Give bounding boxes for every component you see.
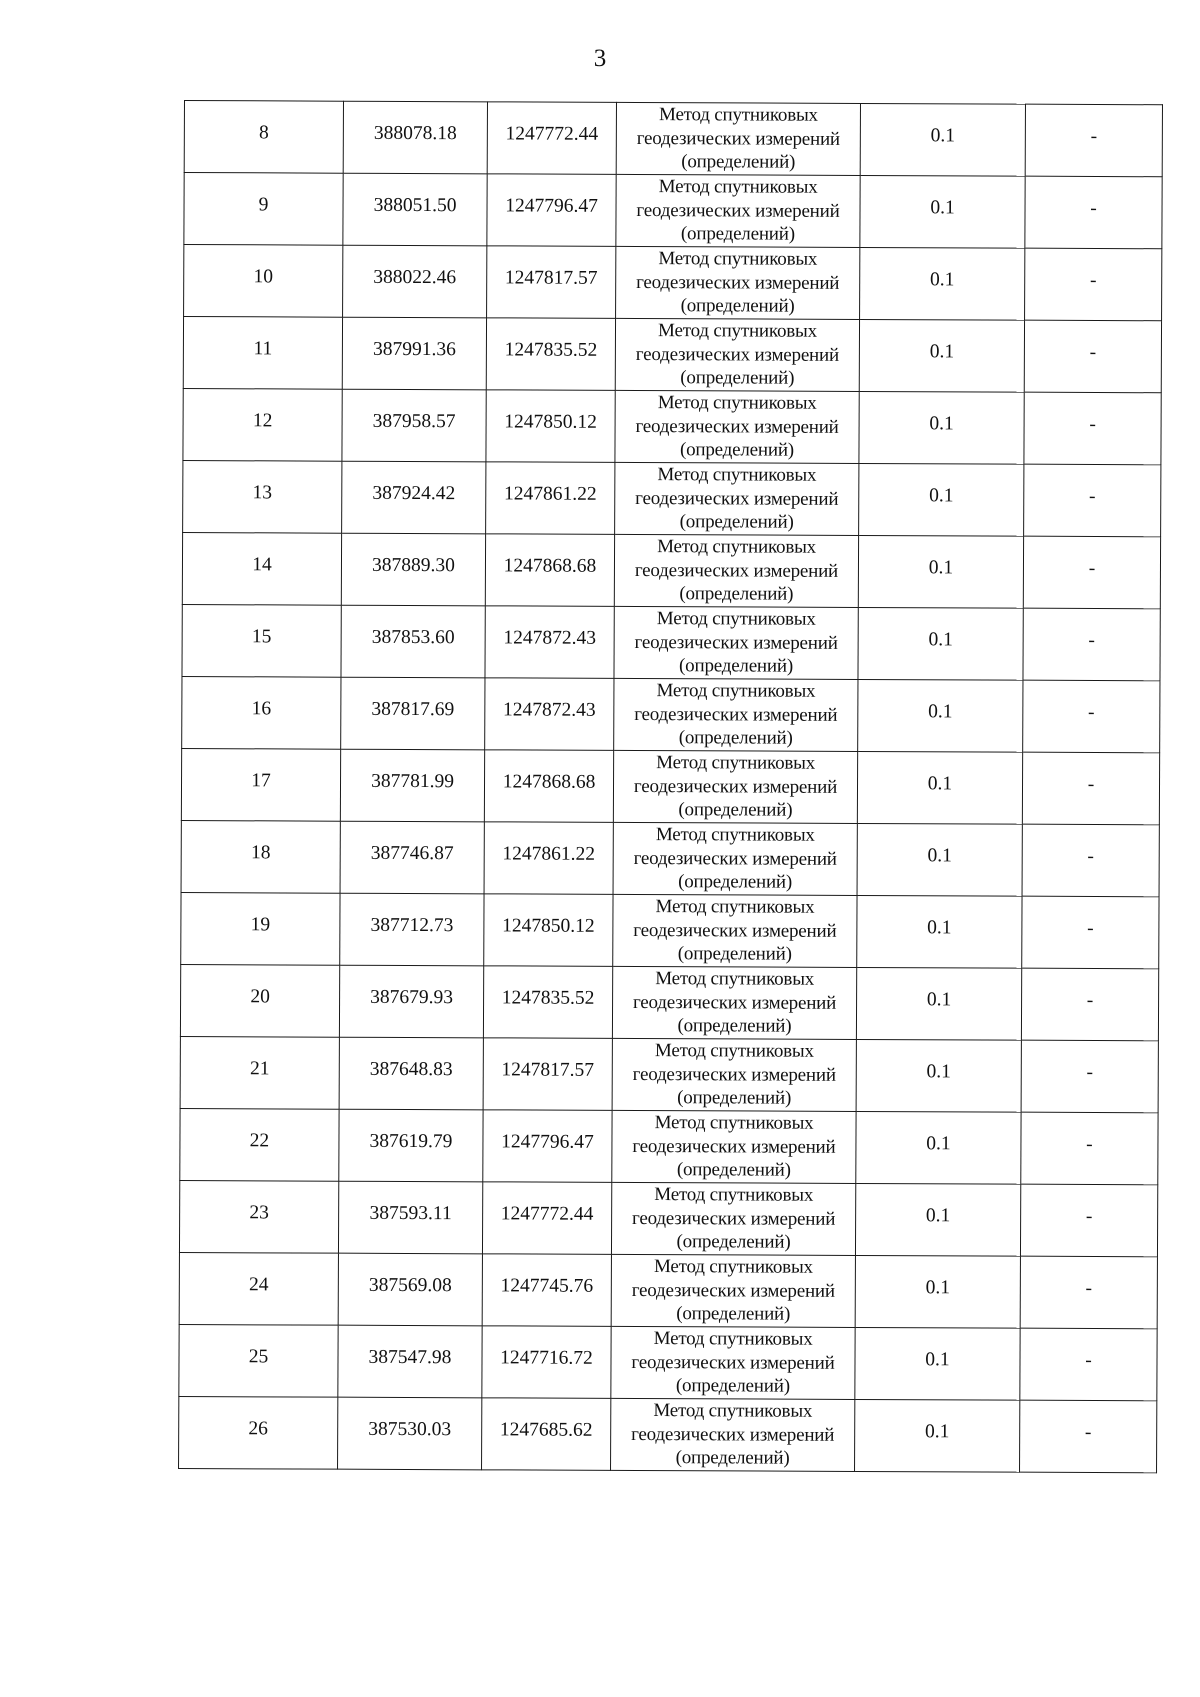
note-cell <box>1024 392 1161 465</box>
table-row <box>179 1396 1157 1472</box>
table-row <box>181 820 1159 896</box>
table-row <box>179 1180 1157 1256</box>
method-line: геодезических измерений <box>631 1351 835 1374</box>
method-line: Метод спутниковых <box>657 392 817 415</box>
y-coordinate-cell <box>485 534 614 607</box>
x-coordinate-cell <box>339 965 483 1038</box>
y-coordinate-cell <box>485 678 614 751</box>
method-cell <box>612 1110 856 1183</box>
table-body <box>179 101 1163 1473</box>
y-coordinate-cell <box>487 102 616 175</box>
table-row <box>184 245 1162 321</box>
method-cell <box>612 966 856 1039</box>
accuracy-cell-text: 0.1 <box>927 772 953 794</box>
method-line: (определений) <box>677 943 792 965</box>
note-cell-text: - <box>1087 773 1095 795</box>
x-coordinate-cell <box>338 1253 482 1326</box>
x-coordinate-cell <box>343 101 487 174</box>
point-number-cell <box>182 604 341 677</box>
table-row <box>183 460 1161 536</box>
point-number-cell <box>183 460 342 533</box>
accuracy-cell <box>856 967 1021 1040</box>
x-coordinate-cell <box>339 1109 483 1182</box>
y-coordinate-cell <box>483 1038 612 1111</box>
method-line: Метод спутниковых <box>658 104 818 127</box>
accuracy-cell <box>860 247 1025 320</box>
accuracy-cell <box>860 175 1025 248</box>
note-cell-text: - <box>1086 1133 1093 1155</box>
point-number-cell <box>183 317 342 390</box>
point-number-cell-text: 17 <box>251 769 271 791</box>
point-number-cell-text: 16 <box>251 697 272 719</box>
x-coordinate-cell <box>339 1037 483 1110</box>
accuracy-cell <box>855 1399 1020 1472</box>
method-line: (определений) <box>679 583 794 605</box>
y-coordinate-cell <box>485 606 614 679</box>
y-coordinate-cell <box>484 822 613 895</box>
method-line: (определений) <box>675 1375 790 1397</box>
method-cell <box>616 246 860 319</box>
x-coordinate-cell <box>342 461 486 534</box>
accuracy-cell <box>857 895 1022 968</box>
point-number-cell-text: 25 <box>248 1345 269 1367</box>
x-coordinate-cell-text: 387679.93 <box>370 986 454 1008</box>
accuracy-cell-text: 0.1 <box>925 1348 950 1370</box>
note-cell <box>1021 968 1158 1041</box>
note-cell-text: - <box>1089 269 1097 291</box>
method-cell <box>614 534 858 607</box>
y-coordinate-cell <box>482 1254 611 1327</box>
method-line: Метод спутниковых <box>655 896 815 919</box>
method-line: геодезических измерений <box>632 991 837 1014</box>
point-number-cell <box>180 1036 339 1109</box>
accuracy-cell <box>858 535 1023 608</box>
x-coordinate-cell-text: 388022.46 <box>373 266 457 288</box>
x-coordinate-cell-text: 387817.69 <box>371 698 455 720</box>
y-coordinate-cell-text: 1247745.76 <box>500 1274 594 1297</box>
y-coordinate-cell-text: 1247716.72 <box>500 1346 593 1369</box>
y-coordinate-cell <box>483 966 612 1039</box>
note-cell <box>1022 896 1159 969</box>
x-coordinate-cell-text: 387547.98 <box>368 1346 452 1368</box>
point-number-cell-text: 21 <box>249 1057 270 1079</box>
y-coordinate-cell <box>486 318 615 391</box>
x-coordinate-cell <box>340 749 484 822</box>
table-row <box>180 964 1158 1040</box>
x-coordinate-cell <box>338 1181 482 1254</box>
y-coordinate-cell <box>483 1110 612 1183</box>
x-coordinate-cell-text: 388051.50 <box>373 194 457 216</box>
method-line: геодезических измерений <box>636 271 840 294</box>
accuracy-cell <box>859 391 1024 464</box>
accuracy-cell <box>855 1183 1020 1256</box>
point-number-cell <box>181 892 340 965</box>
y-coordinate-cell <box>486 390 615 463</box>
method-cell <box>615 462 859 535</box>
method-line: (определений) <box>675 1447 790 1469</box>
method-cell <box>611 1326 855 1399</box>
method-line: Метод спутниковых <box>655 968 815 991</box>
method-line: (определений) <box>679 511 794 533</box>
note-cell-text: - <box>1084 1421 1092 1443</box>
note-cell <box>1020 1256 1157 1329</box>
method-line: геодезических измерений <box>634 631 838 654</box>
point-number-cell-text: 10 <box>253 265 274 287</box>
accuracy-cell <box>855 1327 1020 1400</box>
note-cell <box>1024 464 1161 537</box>
method-line: (определений) <box>680 367 795 389</box>
accuracy-cell <box>856 1111 1021 1184</box>
point-number-cell <box>184 173 343 246</box>
method-line: Метод спутниковых <box>654 1112 814 1135</box>
note-cell <box>1024 320 1161 393</box>
y-coordinate-cell-text: 1247850.12 <box>504 410 597 433</box>
table-row <box>179 1324 1157 1400</box>
x-coordinate-cell-text: 387593.11 <box>369 1202 452 1224</box>
y-coordinate-cell-text: 1247685.62 <box>499 1418 593 1441</box>
note-cell-text: - <box>1086 989 1094 1011</box>
point-number-cell <box>180 1108 339 1181</box>
note-cell <box>1021 1040 1158 1113</box>
point-number-cell <box>181 820 340 893</box>
method-line: (определений) <box>677 1015 792 1037</box>
method-line: (определений) <box>679 439 794 461</box>
accuracy-cell-text: 0.1 <box>925 1276 951 1298</box>
method-line: (определений) <box>678 727 793 749</box>
y-coordinate-cell-text: 1247868.68 <box>502 770 596 793</box>
method-line: (определений) <box>676 1159 791 1181</box>
accuracy-cell <box>858 679 1023 752</box>
method-line: геодезических измерений <box>634 559 839 582</box>
y-coordinate-cell <box>482 1182 611 1255</box>
coordinates-table <box>178 100 1163 1473</box>
accuracy-cell <box>857 823 1022 896</box>
point-number-cell-text: 24 <box>249 1273 269 1295</box>
note-cell-text: - <box>1086 1061 1094 1083</box>
x-coordinate-cell-text: 387991.36 <box>372 338 456 360</box>
x-coordinate-cell <box>341 605 485 678</box>
x-coordinate-cell-text: 387958.57 <box>372 410 456 432</box>
y-coordinate-cell <box>482 1398 611 1471</box>
method-line: геодезических измерений <box>636 199 840 222</box>
method-line: Метод спутниковых <box>658 248 818 271</box>
note-cell <box>1020 1400 1157 1473</box>
x-coordinate-cell-text: 387530.03 <box>368 1418 452 1440</box>
accuracy-cell <box>859 319 1024 392</box>
point-number-cell-text: 15 <box>251 625 272 647</box>
method-line: геодезических измерений <box>633 847 837 870</box>
note-cell-text: - <box>1088 557 1096 579</box>
note-cell-text: - <box>1085 1349 1092 1371</box>
note-cell <box>1022 824 1159 897</box>
x-coordinate-cell <box>341 677 485 750</box>
x-coordinate-cell-text: 388078.18 <box>373 122 457 144</box>
note-cell <box>1022 752 1159 825</box>
method-line: геодезических измерений <box>634 703 838 726</box>
method-line: Метод спутниковых <box>653 1328 813 1351</box>
x-coordinate-cell <box>342 317 486 390</box>
method-cell <box>615 390 859 463</box>
method-line: Метод спутниковых <box>657 536 817 559</box>
point-number-cell <box>179 1252 338 1325</box>
method-line: Метод спутниковых <box>656 608 816 631</box>
page-number: 3 <box>593 45 607 72</box>
method-line: геодезических измерений <box>636 127 840 150</box>
table-row <box>183 317 1161 393</box>
x-coordinate-cell-text: 387746.87 <box>370 842 454 864</box>
x-coordinate-cell <box>340 893 484 966</box>
y-coordinate-cell-text: 1247868.68 <box>503 554 597 577</box>
accuracy-cell-text: 0.1 <box>929 340 955 362</box>
method-line: геодезических измерений <box>632 1135 836 1158</box>
method-line: Метод спутниковых <box>654 1040 814 1063</box>
accuracy-cell-text: 0.1 <box>926 1132 951 1154</box>
point-number-cell <box>179 1180 338 1253</box>
x-coordinate-cell-text: 387569.08 <box>368 1274 452 1296</box>
table-row <box>184 101 1162 177</box>
y-coordinate-cell <box>484 750 613 823</box>
y-coordinate-cell-text: 1247835.52 <box>504 338 598 361</box>
table-row <box>184 173 1162 249</box>
point-number-cell <box>180 964 339 1037</box>
table-row <box>181 892 1159 968</box>
y-coordinate-cell <box>482 1326 611 1399</box>
point-number-cell-text: 11 <box>253 337 273 359</box>
point-number-cell <box>181 748 340 821</box>
note-cell <box>1020 1184 1157 1257</box>
accuracy-cell-text: 0.1 <box>930 124 956 146</box>
method-cell <box>611 1182 855 1255</box>
method-line: геодезических измерений <box>635 343 840 366</box>
method-line: геодезических измерений <box>633 775 838 798</box>
accuracy-cell-text: 0.1 <box>928 556 954 578</box>
point-number-cell <box>179 1396 338 1469</box>
accuracy-cell-text: 0.1 <box>926 1060 952 1082</box>
accuracy-cell-text: 0.1 <box>929 268 955 290</box>
y-coordinate-cell-text: 1247850.12 <box>502 914 595 937</box>
y-coordinate-cell-text: 1247872.43 <box>502 698 596 721</box>
note-cell <box>1023 608 1160 681</box>
x-coordinate-cell-text: 387924.42 <box>372 482 456 504</box>
table-row <box>179 1252 1157 1328</box>
point-number-cell-text: 14 <box>252 553 272 575</box>
method-line: (определений) <box>678 799 793 821</box>
accuracy-cell <box>858 607 1023 680</box>
y-coordinate-cell-text: 1247872.43 <box>503 626 597 649</box>
y-coordinate-cell-text: 1247772.44 <box>505 122 599 145</box>
note-cell <box>1025 104 1162 177</box>
method-line: геодезических измерений <box>635 415 839 438</box>
y-coordinate-cell-text: 1247796.47 <box>505 194 598 217</box>
method-line: (определений) <box>676 1303 791 1325</box>
point-number-cell-text: 23 <box>249 1201 269 1223</box>
method-line: (определений) <box>677 1087 792 1109</box>
note-cell <box>1020 1328 1157 1401</box>
note-cell <box>1021 1112 1158 1185</box>
accuracy-cell <box>859 463 1024 536</box>
accuracy-cell <box>856 1039 1021 1112</box>
point-number-cell-text: 8 <box>258 121 269 143</box>
x-coordinate-cell <box>340 821 484 894</box>
accuracy-cell <box>860 103 1025 176</box>
method-line: Метод спутниковых <box>656 752 816 775</box>
method-line: Метод спутниковых <box>657 464 817 487</box>
table-row <box>182 604 1160 680</box>
point-number-cell-text: 19 <box>250 913 271 935</box>
method-line: геодезических измерений <box>633 919 837 942</box>
method-line: геодезических измерений <box>631 1207 836 1230</box>
point-number-cell-text: 12 <box>252 409 273 431</box>
method-line: (определений) <box>676 1231 791 1253</box>
note-cell-text: - <box>1088 485 1096 507</box>
method-line: Метод спутниковых <box>658 176 818 199</box>
accuracy-cell <box>857 751 1022 824</box>
method-cell <box>611 1254 855 1327</box>
y-coordinate-cell-text: 1247817.57 <box>504 266 598 289</box>
accuracy-cell-text: 0.1 <box>930 196 955 218</box>
point-number-cell-text: 22 <box>249 1129 270 1151</box>
y-coordinate-cell-text: 1247861.22 <box>503 482 597 505</box>
point-number-cell <box>182 676 341 749</box>
method-line: геодезических измерений <box>631 1279 835 1302</box>
method-cell <box>614 606 858 679</box>
accuracy-cell-text: 0.1 <box>929 484 954 506</box>
accuracy-cell <box>855 1255 1020 1328</box>
x-coordinate-cell <box>343 173 487 246</box>
point-number-cell-text: 26 <box>248 1417 269 1439</box>
y-coordinate-cell-text: 1247817.57 <box>501 1058 595 1081</box>
x-coordinate-cell-text: 387712.73 <box>370 914 454 936</box>
x-coordinate-cell <box>341 533 485 606</box>
y-coordinate-cell <box>487 174 616 247</box>
point-number-cell-text: 13 <box>252 481 273 503</box>
point-number-cell <box>183 388 342 461</box>
note-cell-text: - <box>1090 125 1098 147</box>
method-cell <box>611 1398 855 1471</box>
method-line: (определений) <box>681 151 796 173</box>
accuracy-cell-text: 0.1 <box>929 412 954 434</box>
point-number-cell-text: 9 <box>258 193 269 215</box>
method-line: Метод спутниковых <box>653 1256 813 1279</box>
accuracy-cell-text: 0.1 <box>926 988 952 1010</box>
method-cell <box>616 174 860 247</box>
method-cell <box>612 1038 856 1111</box>
table-row <box>183 388 1161 464</box>
y-coordinate-cell <box>484 894 613 967</box>
table-row <box>181 748 1159 824</box>
accuracy-cell-text: 0.1 <box>924 1420 950 1442</box>
point-number-cell <box>182 532 341 605</box>
method-cell <box>615 318 859 391</box>
method-cell <box>614 678 858 751</box>
y-coordinate-cell-text: 1247772.44 <box>500 1202 594 1225</box>
point-number-cell <box>184 245 343 318</box>
method-line: Метод спутниковых <box>654 1184 814 1207</box>
x-coordinate-cell-text: 387781.99 <box>371 770 455 792</box>
x-coordinate-cell-text: 387889.30 <box>371 554 455 576</box>
method-line: (определений) <box>679 655 794 677</box>
table-row <box>180 1036 1158 1112</box>
point-number-cell <box>179 1324 338 1397</box>
accuracy-cell-text: 0.1 <box>928 628 953 650</box>
method-line: (определений) <box>678 871 793 893</box>
method-cell <box>616 102 860 175</box>
note-cell-text: - <box>1085 1277 1093 1299</box>
x-coordinate-cell-text: 387853.60 <box>371 626 455 648</box>
x-coordinate-cell <box>343 245 487 318</box>
method-line: (определений) <box>680 223 795 245</box>
x-coordinate-cell <box>342 389 486 462</box>
note-cell-text: - <box>1089 413 1096 435</box>
method-line: Метод спутниковых <box>658 320 817 343</box>
y-coordinate-cell <box>487 246 616 319</box>
method-line: геодезических измерений <box>631 1423 835 1446</box>
y-coordinate-cell-text: 1247861.22 <box>502 842 596 865</box>
y-coordinate-cell <box>486 462 615 535</box>
point-number-cell-text: 20 <box>250 985 270 1007</box>
method-line: (определений) <box>680 295 795 317</box>
note-cell <box>1023 680 1160 753</box>
table-row <box>180 1108 1158 1184</box>
x-coordinate-cell-text: 387619.79 <box>369 1130 453 1152</box>
x-coordinate-cell <box>338 1397 482 1470</box>
note-cell-text: - <box>1088 629 1095 651</box>
note-cell <box>1025 248 1162 321</box>
method-line: геодезических измерений <box>632 1063 836 1086</box>
accuracy-cell-text: 0.1 <box>928 700 953 722</box>
method-line: Метод спутниковых <box>653 1400 813 1423</box>
y-coordinate-cell-text: 1247835.52 <box>501 986 595 1009</box>
table-row <box>182 532 1160 608</box>
method-line: Метод спутниковых <box>656 680 816 703</box>
accuracy-cell-text: 0.1 <box>925 1204 951 1226</box>
x-coordinate-cell-text: 387648.83 <box>369 1058 453 1080</box>
table-row <box>182 676 1160 752</box>
method-cell <box>613 822 857 895</box>
method-cell <box>613 894 857 967</box>
method-cell <box>613 750 857 823</box>
note-cell <box>1023 536 1160 609</box>
method-line: геодезических измерений <box>635 487 839 510</box>
accuracy-cell-text: 0.1 <box>927 916 952 938</box>
note-cell-text: - <box>1085 1205 1093 1227</box>
note-cell-text: - <box>1087 917 1094 939</box>
note-cell-text: - <box>1090 197 1097 219</box>
y-coordinate-cell-text: 1247796.47 <box>501 1130 594 1153</box>
x-coordinate-cell <box>338 1325 482 1398</box>
point-number-cell <box>184 101 343 174</box>
accuracy-cell-text: 0.1 <box>927 844 952 866</box>
note-cell <box>1025 176 1162 249</box>
note-cell-text: - <box>1089 341 1097 363</box>
method-line: Метод спутниковых <box>655 824 815 847</box>
note-cell-text: - <box>1087 845 1095 867</box>
point-number-cell-text: 18 <box>250 841 271 863</box>
note-cell-text: - <box>1088 701 1095 723</box>
